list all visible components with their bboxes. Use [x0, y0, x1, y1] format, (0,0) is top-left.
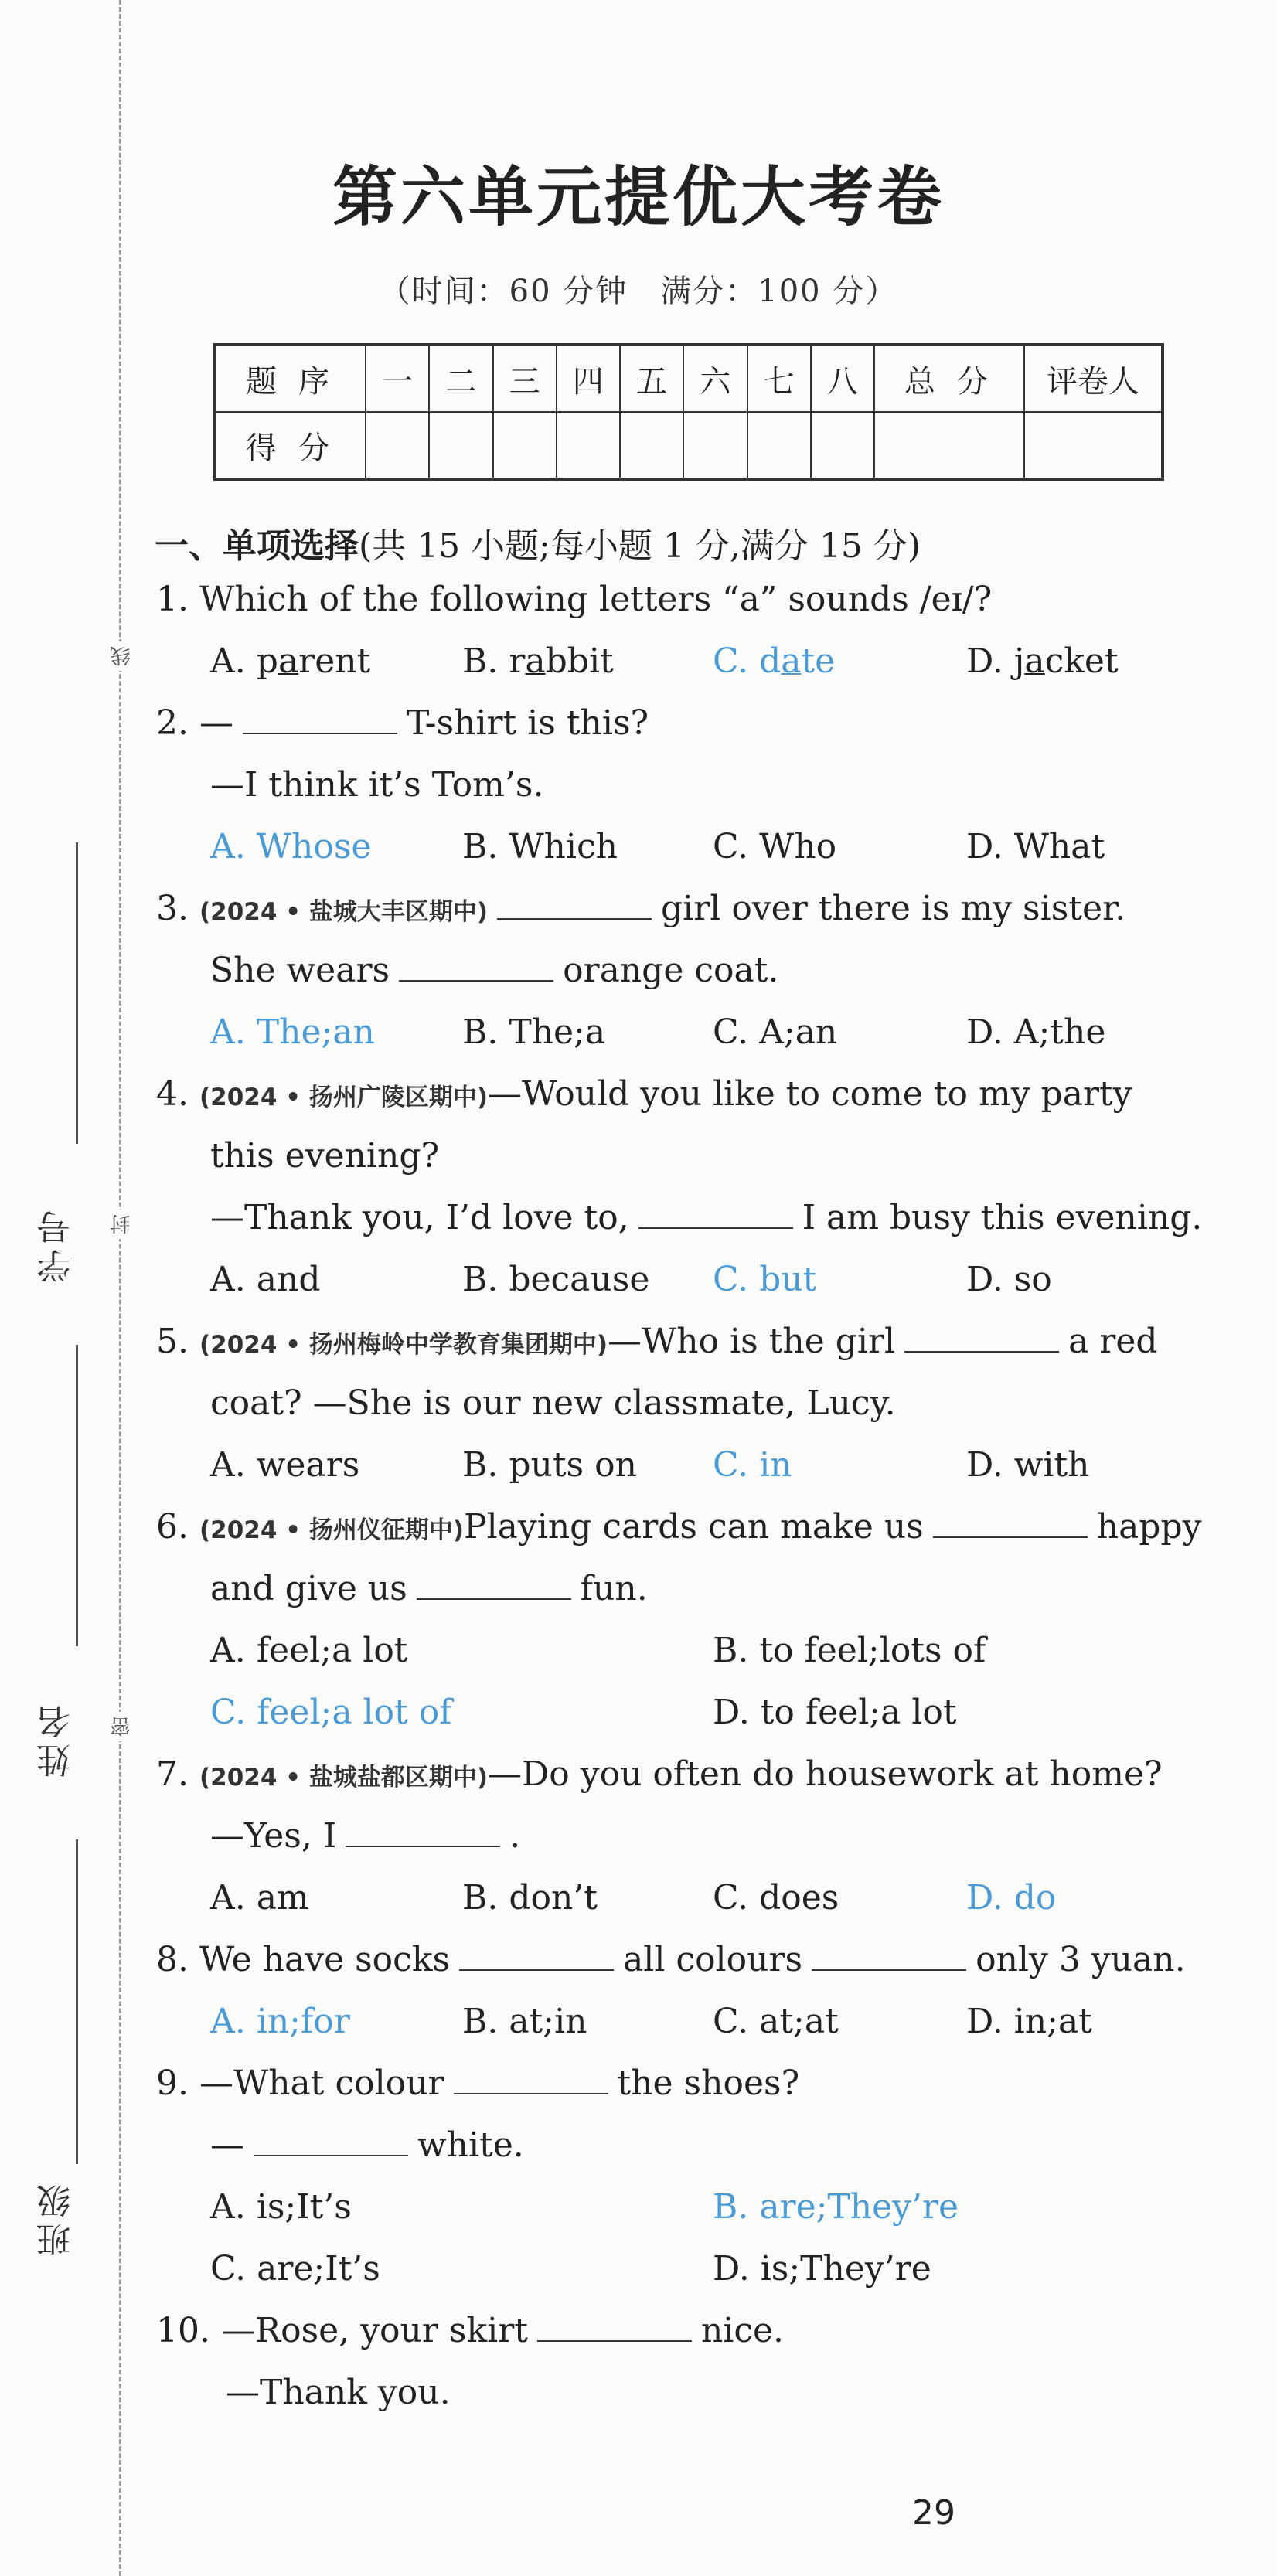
answer-blank[interactable] [417, 1575, 571, 1600]
q2-option-a-answer[interactable]: A. Whose [210, 827, 372, 866]
grader-label: 评卷人 [1024, 345, 1163, 412]
question-3-stem [156, 889, 1125, 928]
margin-marker-secret: 密 [107, 1712, 131, 1741]
score-table [213, 343, 1164, 481]
margin-marker-line: 线 [107, 641, 131, 671]
question-10-reply: —Thank you. [226, 2373, 451, 2412]
q1-option-c-answer[interactable]: C. date [713, 641, 836, 681]
question-number: 2. [156, 703, 189, 743]
question-number: 7. [156, 1754, 189, 1794]
name-label: 姓名 [37, 1700, 77, 1778]
question-10-stem: 10. —Rose, your skirt nice. [156, 2311, 785, 2350]
answer-blank[interactable] [243, 710, 397, 734]
question-1-stem [156, 580, 992, 619]
question-2-stem [156, 703, 649, 743]
student-id-line [76, 842, 78, 1144]
q4-option-a[interactable]: A. and [210, 1260, 321, 1299]
section-numeral: 二 [429, 345, 492, 412]
score-cell[interactable] [683, 412, 747, 479]
score-cell[interactable] [811, 412, 874, 479]
page-number: 29 [912, 2493, 955, 2533]
q8-option-a-answer[interactable]: A. in;for [210, 2002, 350, 2041]
q6-option-d[interactable]: D. to feel;a lot [713, 1693, 957, 1732]
question-8-stem: 8. We have socks all colours only 3 yuan. [156, 1940, 1186, 1979]
q6-option-a[interactable]: A. feel;a lot [210, 1631, 408, 1670]
question-source: (2024 • 扬州仪征期中) [199, 1516, 464, 1544]
question-4-line-2: this evening? [210, 1136, 440, 1176]
answer-blank[interactable] [933, 1513, 1088, 1538]
score-table-score-row [215, 412, 1163, 479]
answer-blank[interactable] [454, 2070, 608, 2094]
question-number: 10. [156, 2311, 210, 2350]
section-heading-note: (共 15 小题;每小题 1 分,满分 15 分) [359, 526, 921, 566]
q3-option-a-answer[interactable]: A. The;an [210, 1012, 375, 1052]
q2-option-c[interactable]: C. Who [713, 827, 837, 866]
question-9-stem: 9. —What colour the shoes? [156, 2064, 800, 2103]
question-source: (2024 • 盐城大丰区期中) [199, 898, 488, 926]
question-5-line-2: coat? —She is our new classmate, Lucy. [210, 1383, 896, 1423]
exam-subtitle: （时间：60 分钟 满分：100 分） [379, 274, 898, 309]
q3-option-c[interactable]: C. A;an [713, 1012, 838, 1052]
q1-option-b[interactable]: B. rabbit [462, 641, 614, 681]
q5-option-a[interactable]: A. wears [210, 1445, 360, 1485]
grader-cell[interactable] [1024, 412, 1163, 479]
question-7-line-2: —Yes, I . [210, 1816, 521, 1856]
q7-option-d-answer[interactable]: D. do [966, 1878, 1057, 1918]
question-number: 6. [156, 1507, 189, 1547]
answer-blank[interactable] [638, 1204, 793, 1229]
section-numeral: 一 [366, 345, 429, 412]
margin-marker-seal: 封 [107, 1210, 131, 1239]
answer-blank[interactable] [904, 1328, 1059, 1353]
q4-option-b[interactable]: B. because [462, 1260, 650, 1299]
score-label: 得分 [215, 412, 366, 479]
question-5-stem: 5. (2024 • 扬州梅岭中学教育集团期中)—Who is the girl a red [156, 1322, 1158, 1361]
total-score-label: 总分 [874, 345, 1024, 412]
q7-option-b[interactable]: B. don’t [462, 1878, 598, 1918]
section-numeral: 三 [493, 345, 557, 412]
question-number: 3. [156, 889, 189, 928]
question-number: 1. [156, 580, 189, 619]
q5-option-d[interactable]: D. with [966, 1445, 1090, 1485]
section-numeral: 四 [557, 345, 620, 412]
question-2-reply: —I think it’s Tom’s. [210, 765, 544, 805]
q2-option-b[interactable]: B. Which [462, 827, 618, 866]
binding-dashed-line [119, 0, 121, 2576]
q1-option-d[interactable]: D. jacket [966, 641, 1119, 681]
score-cell[interactable] [429, 412, 492, 479]
q3-option-d[interactable]: D. A;the [966, 1012, 1106, 1052]
question-order-label: 题序 [215, 345, 366, 412]
question-text: —Would you like to come to my party [488, 1074, 1132, 1114]
q6-option-b[interactable]: B. to feel;lots of [713, 1631, 986, 1670]
q1-option-a[interactable]: A. parent [210, 641, 371, 681]
student-id-label: 学号 [37, 1206, 77, 1283]
score-cell[interactable] [557, 412, 620, 479]
question-4-line-3: —Thank you, I’d love to, I am busy this evening. [210, 1198, 1203, 1237]
section-numeral: 五 [620, 345, 683, 412]
question-number: 4. [156, 1074, 189, 1114]
score-cell[interactable] [366, 412, 429, 479]
page-title: 第六单元提优大考卷 [332, 159, 945, 235]
section-numeral: 六 [683, 345, 747, 412]
q8-option-d[interactable]: D. in;at [966, 2002, 1092, 2041]
question-4-stem [156, 1074, 1132, 1114]
answer-blank[interactable] [812, 1946, 966, 1971]
question-source: (2024 • 盐城盐都区期中) [199, 1764, 488, 1792]
q9-option-c[interactable]: C. are;It’s [210, 2249, 380, 2288]
q9-option-d[interactable]: D. is;They’re [713, 2249, 931, 2288]
answer-blank[interactable] [537, 2317, 692, 2342]
question-number: 8. [156, 1940, 189, 1979]
score-cell[interactable] [493, 412, 557, 479]
question-9-line-2: — white. [210, 2125, 524, 2165]
q2-option-d[interactable]: D. What [966, 827, 1105, 866]
total-score-cell[interactable] [874, 412, 1024, 479]
q4-option-c-answer[interactable]: C. but [713, 1260, 817, 1299]
q5-option-b[interactable]: B. puts on [462, 1445, 637, 1485]
answer-blank[interactable] [497, 895, 652, 920]
answer-blank[interactable] [254, 2132, 408, 2156]
q7-option-c[interactable]: C. does [713, 1878, 839, 1918]
question-text: — [199, 703, 233, 743]
q6-option-c-answer[interactable]: C. feel;a lot of [210, 1693, 452, 1732]
section-heading-label: 一、单项选择 [155, 526, 359, 566]
question-text: girl over there is my sister. [661, 889, 1126, 928]
q4-option-d[interactable]: D. so [966, 1260, 1052, 1299]
q9-option-a[interactable]: A. is;It’s [210, 2187, 352, 2227]
question-text: T-shirt is this? [406, 703, 649, 743]
q9-option-b-answer[interactable]: B. are;They’re [713, 2187, 959, 2227]
question-text: Which of the following letters “a” sounds /eɪ/? [199, 580, 993, 619]
question-source: (2024 • 扬州广陵区期中) [199, 1084, 488, 1111]
question-6-line-2: and give us fun. [210, 1569, 648, 1608]
question-6-stem: 6. (2024 • 扬州仪征期中)Playing cards can make us happy [156, 1507, 1202, 1547]
question-source: (2024 • 扬州梅岭中学教育集团期中) [199, 1331, 608, 1359]
section-numeral: 七 [747, 345, 811, 412]
question-7-stem: 7. (2024 • 盐城盐都区期中)—Do you often do housework at home? [156, 1754, 1163, 1794]
question-3-line-2: She wears orange coat. [210, 951, 779, 990]
q8-option-b[interactable]: B. at;in [462, 2002, 587, 2041]
class-label: 班级 [37, 2180, 77, 2257]
q5-option-c-answer[interactable]: C. in [713, 1445, 792, 1485]
question-number: 9. [156, 2064, 189, 2103]
score-cell[interactable] [747, 412, 811, 479]
q3-option-b[interactable]: B. The;a [462, 1012, 606, 1052]
section-heading [155, 518, 921, 567]
q8-option-c[interactable]: C. at;at [713, 2002, 839, 2041]
question-number: 5. [156, 1322, 189, 1361]
answer-blank[interactable] [399, 957, 553, 982]
section-numeral: 八 [811, 345, 874, 412]
answer-blank[interactable] [346, 1822, 500, 1847]
q7-option-a[interactable]: A. am [210, 1878, 309, 1918]
score-table-header-row [215, 345, 1163, 412]
name-line [76, 1345, 78, 1646]
class-line [76, 1839, 78, 2164]
score-cell[interactable] [620, 412, 683, 479]
answer-blank[interactable] [459, 1946, 614, 1971]
